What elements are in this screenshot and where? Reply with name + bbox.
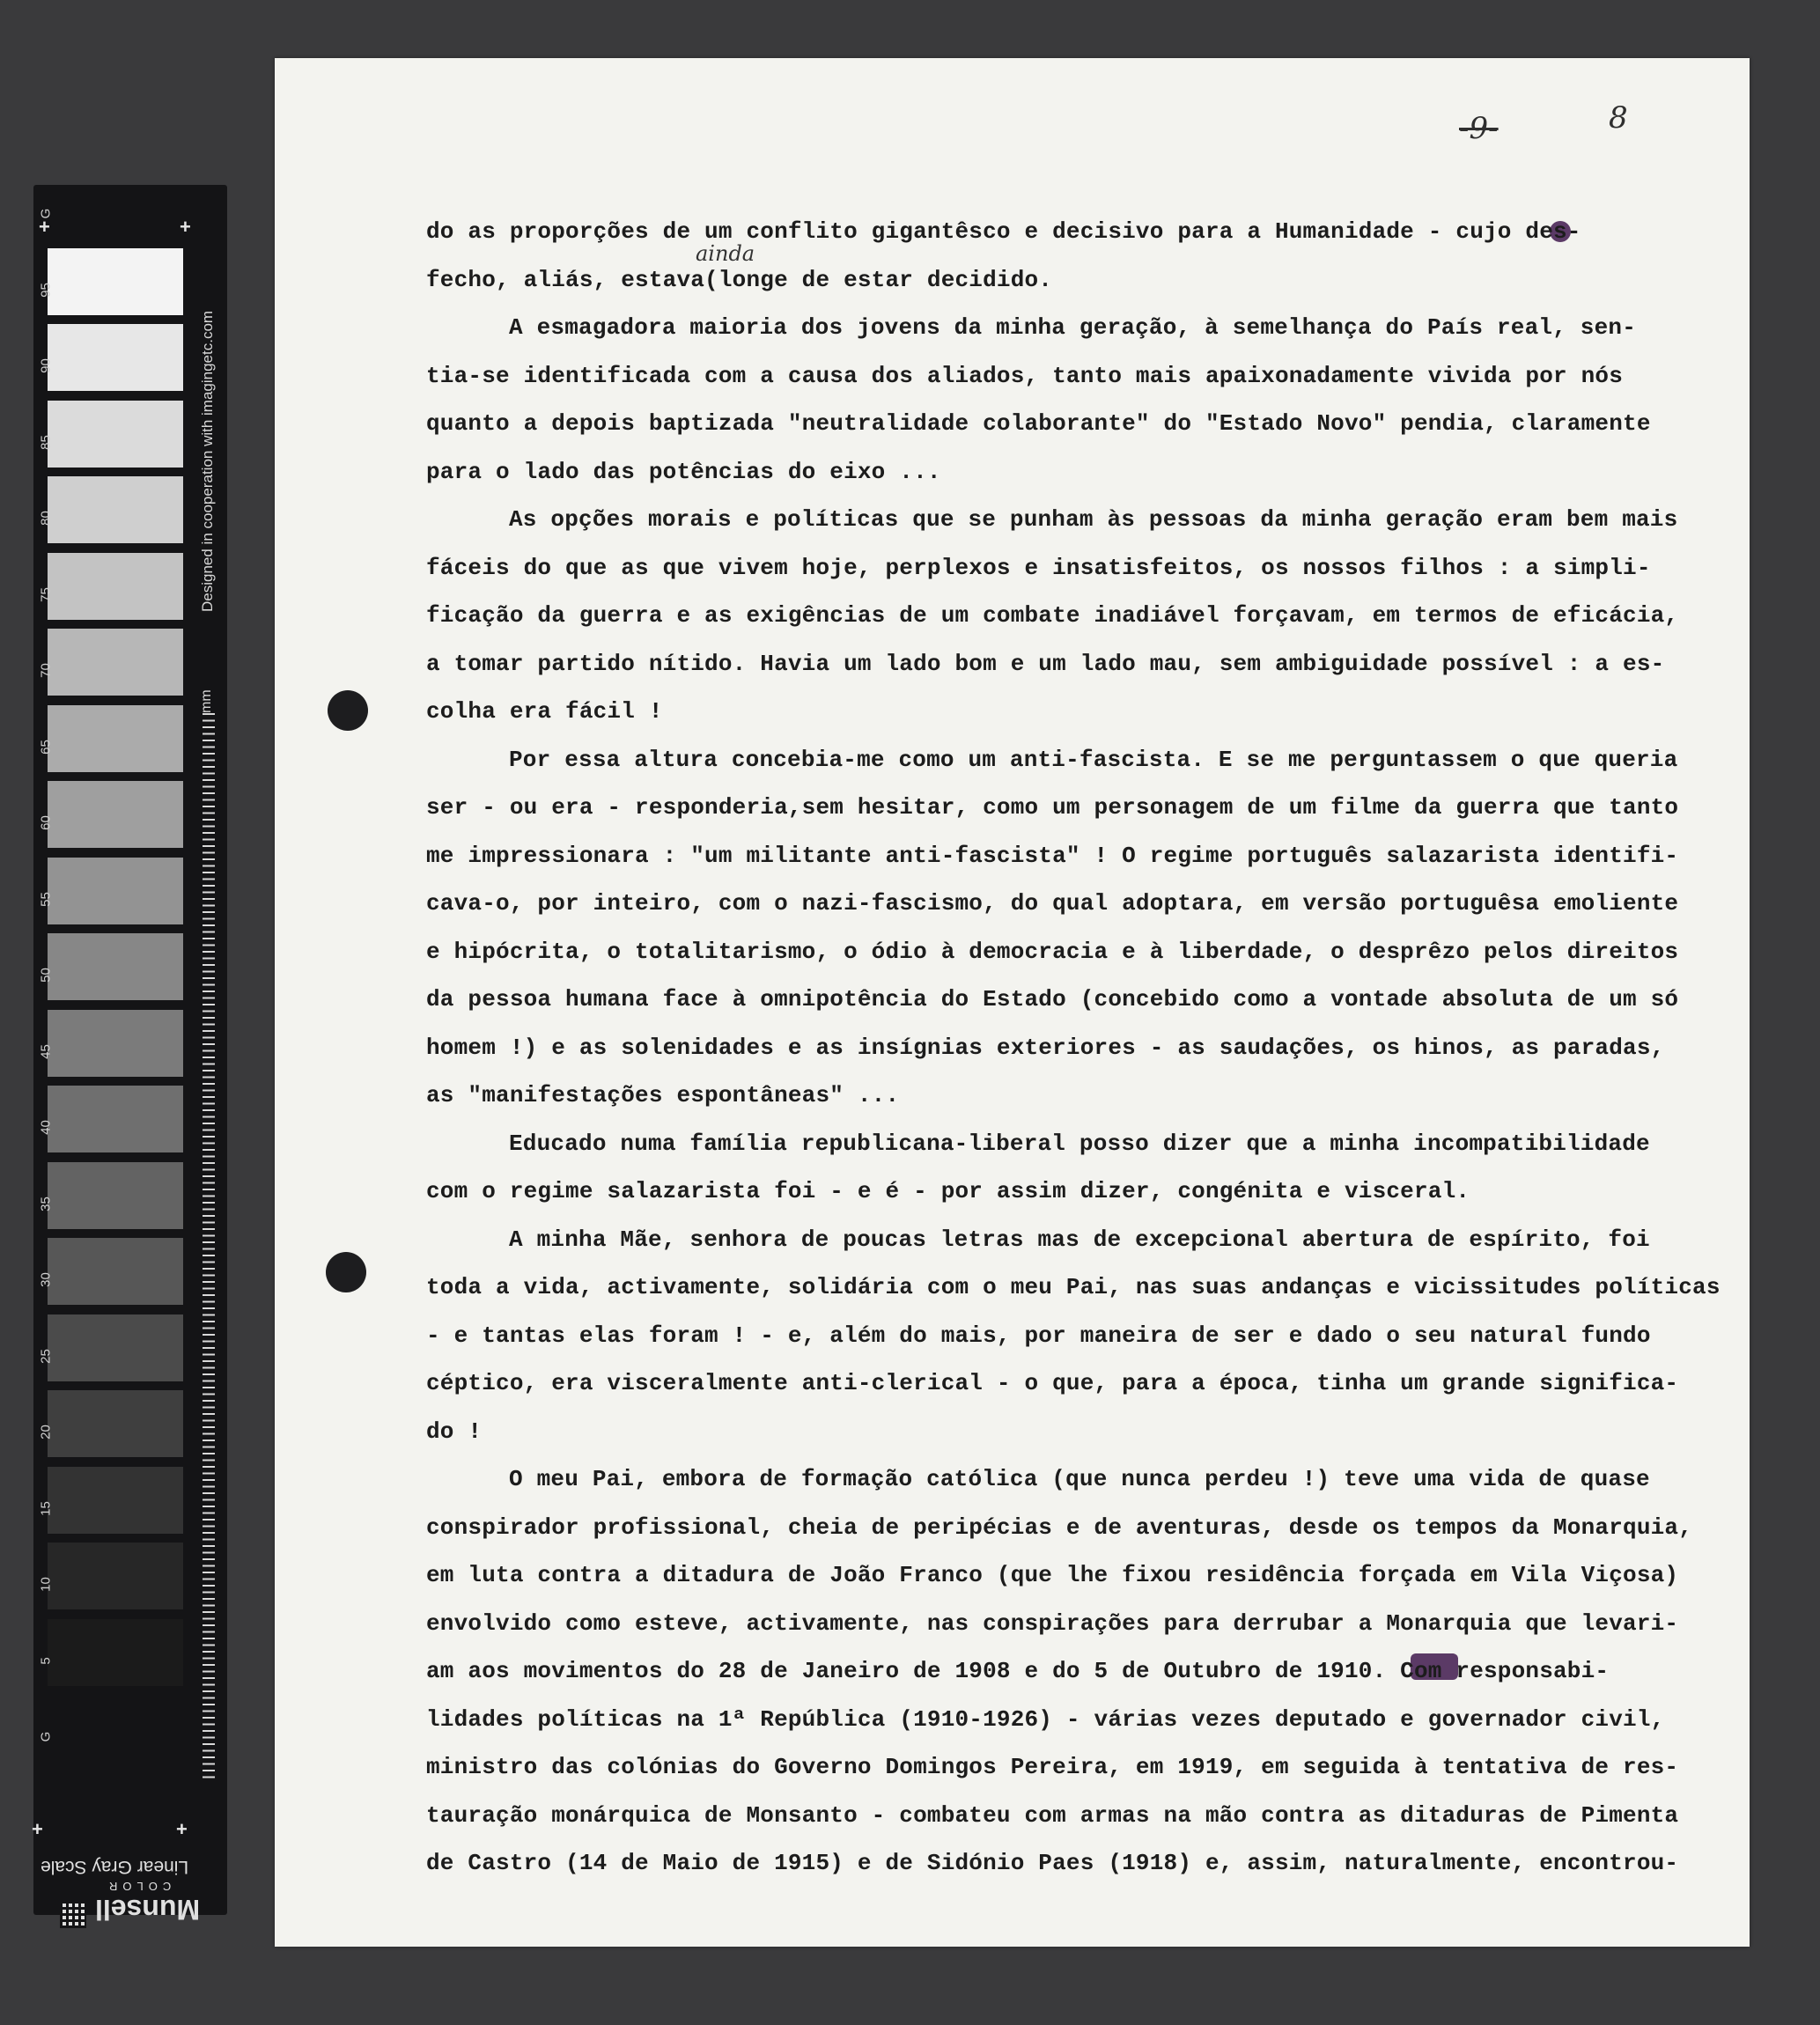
card-credit: Designed in cooperation with imagingetc.com xyxy=(199,310,216,612)
text-line: cava-o, por inteiro, com o nazi-fascismo, do qual adoptara, em versão portuguêsa emoliente xyxy=(426,890,1679,917)
plus-mark-top-right: + xyxy=(180,216,191,238)
patch-label: 50 xyxy=(38,968,54,983)
text-line: em luta contra a ditadura de João Franco (que lhe fixou residência forçada em Vila Viçosa) xyxy=(426,1562,1679,1588)
gray-patch xyxy=(48,629,183,696)
text-line: ficação da guerra e as exigências de um combate inadiável forçavam, em termos de eficácia, xyxy=(426,602,1679,629)
text-line: tia-se identificada com a causa dos aliados, tanto mais apaixonadamente vivida por nós xyxy=(426,362,1624,389)
body-text xyxy=(426,208,1721,1888)
text-line: Educado numa família republicana-liberal posso dizer que a minha incompatibilidade xyxy=(509,1130,1650,1157)
gray-patch xyxy=(48,1467,183,1534)
card-brand: Munsell xyxy=(95,1894,201,1926)
patch-label: 85 xyxy=(38,434,54,450)
patch-label: 40 xyxy=(38,1120,54,1135)
text-line: me impressionara : "um militante anti-fascista" ! O regime português salazarista identifi- xyxy=(426,842,1679,869)
text-line: conspirador profissional, cheia de peripécias e de aventuras, desde os tempos da Monarquia, xyxy=(426,1513,1693,1541)
card-title: Linear Gray Scale xyxy=(41,1857,189,1877)
text-line: As opções morais e políticas que se punham às pessoas da minha geração eram bem mais xyxy=(509,506,1678,533)
struck-page-number: -9- xyxy=(1459,111,1499,146)
patch-label: 95 xyxy=(38,282,54,298)
patch-label: 45 xyxy=(38,1043,54,1059)
text-line: O meu Pai, embora de formação católica (que nunca perdeu !) teve uma vida de quase xyxy=(509,1466,1650,1492)
gray-patch xyxy=(48,933,183,1000)
patch-label: G xyxy=(38,208,54,219)
text-line: colha era fácil ! xyxy=(426,698,663,725)
text-line: a tomar partido nítido. Havia um lado bom e um lado mau, sem ambiguidade possível : a es- xyxy=(426,650,1665,677)
text-line: céptico, era visceralmente anti-clerical - o que, para a época, tinha um grande significa- xyxy=(426,1370,1679,1396)
text-line: tauração monárquica de Monsanto - combateu com armas na mão contra as ditaduras de Pimenta xyxy=(426,1801,1679,1829)
text-line: do ! xyxy=(426,1418,483,1445)
gray-patch xyxy=(48,476,183,543)
patch-label: 10 xyxy=(38,1577,54,1592)
punch-hole-upper xyxy=(328,690,368,731)
patch-label: 20 xyxy=(38,1425,54,1440)
munsell-logo-icon xyxy=(60,1902,86,1928)
gray-patch xyxy=(48,1390,183,1457)
patch-label: 75 xyxy=(38,586,54,602)
text-line: fáceis do que as que vivem hoje, perplexos e insatisfeitos, os nossos filhos : a simpli- xyxy=(426,554,1651,581)
gray-patch xyxy=(48,705,183,772)
page-number: 8 xyxy=(1609,100,1628,136)
plus-mark-bottom-left: + xyxy=(32,1818,43,1840)
text-line: am aos movimentos do 28 de Janeiro de 1908 e do 5 de Outubro de 1910. Com responsabi- xyxy=(426,1658,1610,1684)
typewritten-page xyxy=(275,58,1750,1947)
gray-patch xyxy=(48,401,183,468)
gray-patch xyxy=(48,248,183,315)
patch-label: 55 xyxy=(38,891,54,907)
handwritten-annotation-ainda: ainda xyxy=(696,241,755,266)
plus-mark-bottom-right: + xyxy=(176,1818,188,1840)
patch-label: 15 xyxy=(38,1500,54,1516)
patch-label: 65 xyxy=(38,739,54,755)
gray-patch xyxy=(48,1543,183,1609)
patch-label: 70 xyxy=(38,663,54,678)
gray-patch xyxy=(48,1314,183,1381)
gray-patch xyxy=(48,1162,183,1229)
text-line: Por essa altura concebia-me como um anti-fascista. E se me perguntassem o que queria xyxy=(509,746,1678,773)
gray-patch xyxy=(48,1010,183,1077)
text-line: ser - ou era - responderia,sem hesitar, como um personagem de um filme da guerra que tanto xyxy=(426,794,1679,821)
card-brand-sub: COLOR xyxy=(104,1880,172,1893)
gray-scale-card xyxy=(32,185,227,1926)
text-line: ministro das colónias do Governo Domingos Pereira, em 1919, em seguida à tentativa de res- xyxy=(426,1754,1679,1780)
text-line: A esmagadora maioria dos jovens da minha geração, à semelhança do País real, sen- xyxy=(509,314,1637,341)
patch-label: 25 xyxy=(38,1348,54,1364)
patch-label: G xyxy=(38,1731,54,1742)
text-line: para o lado das potências do eixo ... xyxy=(426,458,941,485)
punch-hole-lower xyxy=(326,1252,366,1292)
gray-patch xyxy=(48,324,183,391)
text-line: homem !) e as solenidades e as insígnias exteriores - as saudações, os hinos, as paradas, xyxy=(426,1034,1665,1061)
patch-label: 5 xyxy=(38,1656,54,1665)
patch-label: 80 xyxy=(38,511,54,526)
text-line: toda a vida, activamente, solidária com o meu Pai, nas suas andanças e vicissitudes políticas xyxy=(426,1274,1721,1300)
text-line: e hipócrita, o totalitarismo, o ódio à democracia e à liberdade, o desprêzo pelos direitos xyxy=(426,938,1679,965)
gray-patch xyxy=(48,1238,183,1305)
patch-label: 90 xyxy=(38,358,54,373)
gray-patch xyxy=(48,781,183,848)
mm-ruler xyxy=(203,713,215,1778)
text-line: envolvido como esteve, activamente, nas conspirações para derrubar a Monarquia que levari- xyxy=(426,1609,1679,1637)
text-line: da pessoa humana face à omnipotência do Estado (concebido como a vontade absoluta de um só xyxy=(426,986,1679,1012)
text-line: lidades políticas na 1ª República (1910-1926) - várias vezes deputado e governador civil, xyxy=(426,1705,1665,1733)
text-line: de Castro (14 de Maio de 1915) e de Sidónio Paes (1918) e, assim, naturalmente, encontrou- xyxy=(426,1850,1679,1876)
text-line: A minha Mãe, senhora de poucas letras mas de excepcional abertura de espírito, foi xyxy=(509,1226,1650,1253)
patch-label: 60 xyxy=(38,815,54,830)
text-line: as "manifestações espontâneas" ... xyxy=(426,1082,900,1108)
patch-label: 30 xyxy=(38,1272,54,1287)
gray-patch xyxy=(48,553,183,620)
gray-patch xyxy=(48,1086,183,1152)
text-line: fecho, aliás, estava(longe de estar decidido. xyxy=(426,266,1053,293)
plus-mark-top-left: + xyxy=(39,216,50,238)
gray-patch xyxy=(48,1619,183,1686)
text-line: - e tantas elas foram ! - e, além do mais, por maneira de ser e dado o seu natural fundo xyxy=(426,1322,1651,1349)
text-line: com o regime salazarista foi - e é - por assim dizer, congénita e visceral. xyxy=(426,1178,1470,1204)
text-line: quanto a depois baptizada "neutralidade colaborante" do "Estado Novo" pendia, claramente xyxy=(426,410,1651,437)
ruler-unit: mm xyxy=(199,689,214,713)
gray-patch xyxy=(48,858,183,924)
text-line: do as proporções de um conflito gigantêsco e decisivo para a Humanidade - cujo des- xyxy=(426,218,1581,245)
patch-label: 35 xyxy=(38,1196,54,1211)
